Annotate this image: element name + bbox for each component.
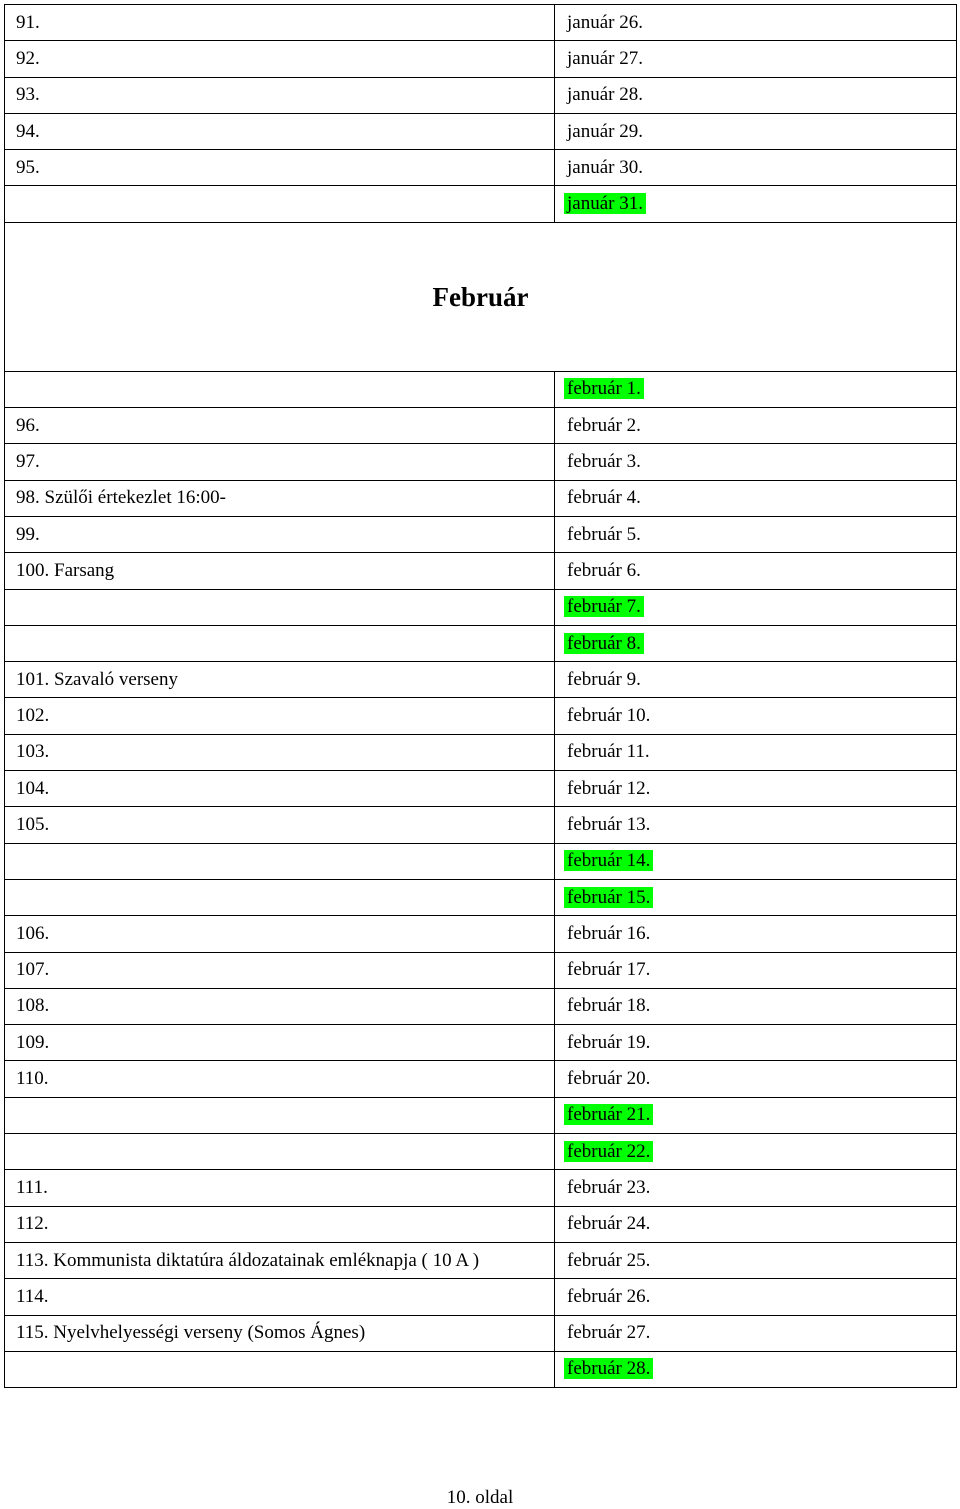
calendar-row [5, 113, 957, 149]
date-cell [555, 1025, 957, 1061]
event-cell: 113. Kommunista diktatúra áldozatainak emléknapja ( 10 A ) [5, 1242, 555, 1278]
event-cell: 99. [5, 516, 555, 552]
date-cell [555, 444, 957, 480]
calendar-row [5, 1097, 957, 1133]
calendar-row [5, 408, 957, 444]
calendar-row [5, 371, 957, 407]
date-cell [555, 807, 957, 843]
date-text: január 30. [567, 156, 643, 178]
date-text: február 19. [567, 1031, 651, 1053]
calendar-row [5, 1134, 957, 1170]
calendar-row [5, 553, 957, 589]
event-cell [5, 1351, 555, 1387]
month-heading: Február [5, 222, 957, 371]
date-cell [555, 952, 957, 988]
event-cell: 101. Szavaló verseny [5, 662, 555, 698]
month-section [5, 222, 957, 371]
date-cell [555, 916, 957, 952]
date-cell [555, 771, 957, 807]
date-text: február 26. [567, 1285, 651, 1307]
event-cell [5, 1097, 555, 1133]
date-cell [555, 843, 957, 879]
date-text: január 28. [567, 84, 643, 106]
date-text: február 24. [567, 1213, 651, 1235]
calendar-row [5, 698, 957, 734]
date-text: február 6. [567, 559, 641, 581]
date-cell [555, 625, 957, 661]
event-cell: 104. [5, 771, 555, 807]
event-cell: 102. [5, 698, 555, 734]
weekend-date: február 22. [564, 1141, 653, 1162]
calendar-row [5, 77, 957, 113]
event-cell: 92. [5, 41, 555, 77]
event-cell [5, 879, 555, 915]
date-cell [555, 1315, 957, 1351]
date-cell [555, 41, 957, 77]
date-cell [555, 988, 957, 1024]
date-cell [555, 408, 957, 444]
event-cell [5, 843, 555, 879]
date-text: február 12. [567, 777, 651, 799]
date-cell [555, 516, 957, 552]
event-cell: 98. Szülői értekezlet 16:00- [5, 480, 555, 516]
calendar-row [5, 516, 957, 552]
calendar-row [5, 1279, 957, 1315]
date-cell [555, 1206, 957, 1242]
date-cell [555, 371, 957, 407]
calendar-row [5, 1242, 957, 1278]
calendar-row [5, 1025, 957, 1061]
date-text: február 20. [567, 1068, 651, 1090]
date-cell [555, 1170, 957, 1206]
date-text: február 5. [567, 523, 641, 545]
event-cell [5, 186, 555, 222]
event-cell [5, 1134, 555, 1170]
calendar-row [5, 1351, 957, 1387]
weekend-date: február 28. [564, 1358, 653, 1379]
calendar-row [5, 879, 957, 915]
event-cell: 111. [5, 1170, 555, 1206]
event-cell [5, 625, 555, 661]
date-cell [555, 734, 957, 770]
event-cell: 95. [5, 150, 555, 186]
date-cell [555, 1097, 957, 1133]
event-cell: 91. [5, 5, 555, 41]
weekend-date: február 1. [564, 378, 644, 399]
date-text: január 27. [567, 47, 643, 69]
date-cell [555, 150, 957, 186]
event-cell: 108. [5, 988, 555, 1024]
event-cell: 112. [5, 1206, 555, 1242]
calendar-row [5, 843, 957, 879]
weekend-date: január 31. [564, 193, 646, 214]
date-text: február 3. [567, 451, 641, 473]
calendar-row [5, 1206, 957, 1242]
month-heading-row [5, 222, 957, 371]
event-cell: 105. [5, 807, 555, 843]
calendar-row [5, 444, 957, 480]
date-text: február 9. [567, 668, 641, 690]
calendar-row [5, 1170, 957, 1206]
date-cell [555, 186, 957, 222]
date-cell [555, 1134, 957, 1170]
date-cell [555, 698, 957, 734]
date-cell [555, 480, 957, 516]
date-text: február 13. [567, 813, 651, 835]
weekend-date: február 7. [564, 596, 644, 617]
january-rows [5, 5, 957, 223]
date-text: február 25. [567, 1249, 651, 1271]
date-cell [555, 589, 957, 625]
calendar-row [5, 916, 957, 952]
date-cell [555, 1351, 957, 1387]
event-cell: 107. [5, 952, 555, 988]
weekend-date: február 14. [564, 850, 653, 871]
calendar-row [5, 1061, 957, 1097]
weekend-date: február 15. [564, 887, 653, 908]
page-footer: 10. oldal [446, 1487, 514, 1508]
date-text: február 10. [567, 705, 651, 727]
calendar-row [5, 1315, 957, 1351]
date-text: február 18. [567, 995, 651, 1017]
date-cell [555, 879, 957, 915]
calendar-row [5, 41, 957, 77]
event-cell: 93. [5, 77, 555, 113]
date-text: február 23. [567, 1176, 651, 1198]
date-cell [555, 662, 957, 698]
event-cell: 114. [5, 1279, 555, 1315]
date-cell [555, 5, 957, 41]
calendar-row [5, 807, 957, 843]
event-cell: 94. [5, 113, 555, 149]
date-text: január 29. [567, 120, 643, 142]
calendar-row [5, 5, 957, 41]
date-text: február 16. [567, 922, 651, 944]
event-cell: 106. [5, 916, 555, 952]
calendar-row [5, 771, 957, 807]
date-cell [555, 77, 957, 113]
calendar-row [5, 150, 957, 186]
calendar-row [5, 952, 957, 988]
date-text: január 26. [567, 11, 643, 33]
calendar-row [5, 625, 957, 661]
school-calendar-table [4, 4, 957, 1388]
event-cell: 110. [5, 1061, 555, 1097]
date-text: február 4. [567, 487, 641, 509]
date-cell [555, 1279, 957, 1315]
calendar-row [5, 988, 957, 1024]
event-cell [5, 371, 555, 407]
event-cell: 115. Nyelvhelyességi verseny (Somos Ágnes) [5, 1315, 555, 1351]
calendar-row [5, 734, 957, 770]
event-cell [5, 589, 555, 625]
event-cell: 97. [5, 444, 555, 480]
event-cell: 103. [5, 734, 555, 770]
weekend-date: február 21. [564, 1104, 653, 1125]
event-cell: 96. [5, 408, 555, 444]
date-text: február 11. [567, 741, 650, 763]
event-cell: 100. Farsang [5, 553, 555, 589]
calendar-row [5, 186, 957, 222]
weekend-date: február 8. [564, 633, 644, 654]
february-rows [5, 371, 957, 1387]
date-cell [555, 553, 957, 589]
date-text: február 27. [567, 1322, 651, 1344]
date-cell [555, 1061, 957, 1097]
calendar-row [5, 589, 957, 625]
date-text: február 2. [567, 414, 641, 436]
calendar-row [5, 480, 957, 516]
date-text: február 17. [567, 959, 651, 981]
date-cell [555, 113, 957, 149]
calendar-row [5, 662, 957, 698]
date-cell [555, 1242, 957, 1278]
event-cell: 109. [5, 1025, 555, 1061]
